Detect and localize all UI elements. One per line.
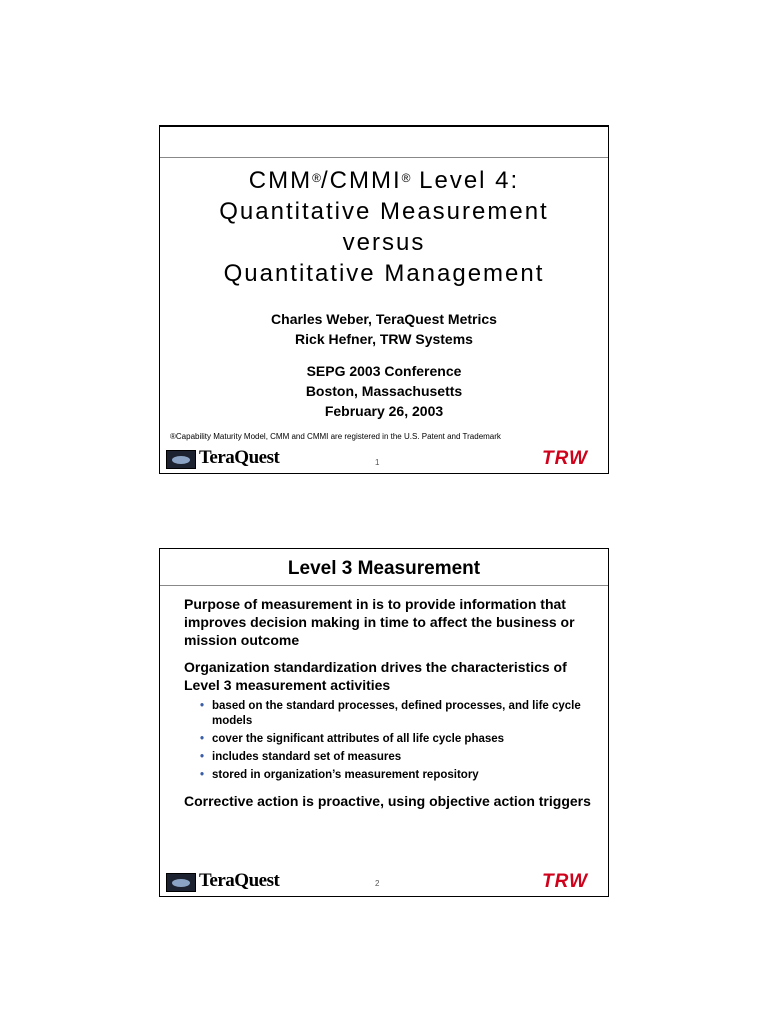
list-item: • based on the standard processes, defined processes, and life cycle models (200, 700, 581, 727)
title-line-2: Quantitative Measurement (219, 198, 549, 225)
paragraph-purpose: Purpose of measurement in is to provide information that improves decision making in time to affect the business or mission outcome (184, 596, 575, 648)
trw-logo (542, 871, 598, 892)
teraquest-swoosh-icon (166, 450, 196, 469)
slide-1-title (160, 165, 608, 289)
trademark-footnote: ®Capability Maturity Model, CMM and CMMI are registered in the U.S. Patent and Trademark (170, 432, 501, 441)
conference-name: SEPG 2003 Conference (306, 363, 462, 379)
title-line-1: CMM®/CMMI® Level 4: (248, 167, 520, 194)
bullet-list (184, 699, 594, 783)
teraquest-wordmark: TeraQuest (199, 870, 280, 891)
bullet-icon: • (200, 769, 205, 781)
bullet-icon: • (200, 700, 205, 712)
authors (160, 309, 608, 349)
header-rule (160, 157, 608, 158)
list-item: • cover the significant attributes of all life cycle phases (200, 733, 505, 745)
author-2: Rick Hefner, TRW Systems (295, 331, 473, 347)
conference-date: February 26, 2003 (324, 403, 444, 419)
list-item: • includes standard set of measures (200, 751, 402, 763)
teraquest-swoosh-icon (166, 873, 196, 892)
bullet-icon: • (200, 733, 205, 745)
bullet-icon: • (200, 751, 205, 763)
trw-logo (542, 448, 598, 469)
conference-info (160, 361, 608, 421)
slide-2 (159, 548, 609, 897)
paragraph-corrective-action: Corrective action is proactive, using objective action triggers (184, 793, 591, 809)
teraquest-wordmark: TeraQuest (199, 447, 280, 468)
teraquest-logo (166, 872, 298, 890)
page-number: 1 (375, 458, 380, 467)
title-line-3: versus (342, 229, 426, 256)
trw-wordmark: TRW (542, 871, 588, 892)
author-1: Charles Weber, TeraQuest Metrics (271, 311, 497, 327)
paragraph-standardization: Organization standardization drives the characteristics of Level 3 measurement activities (184, 659, 567, 693)
trw-wordmark: TRW (542, 448, 588, 469)
title-line-4: Quantitative Management (223, 260, 545, 287)
conference-location: Boston, Massachusetts (305, 383, 463, 399)
page-number: 2 (375, 879, 380, 888)
slide-2-body (184, 595, 594, 819)
slide-1 (159, 125, 609, 474)
slide-2-title: Level 3 Measurement (287, 558, 481, 579)
teraquest-logo (166, 449, 298, 467)
list-item: • stored in organization’s measurement repository (200, 769, 479, 781)
title-rule (160, 585, 608, 586)
